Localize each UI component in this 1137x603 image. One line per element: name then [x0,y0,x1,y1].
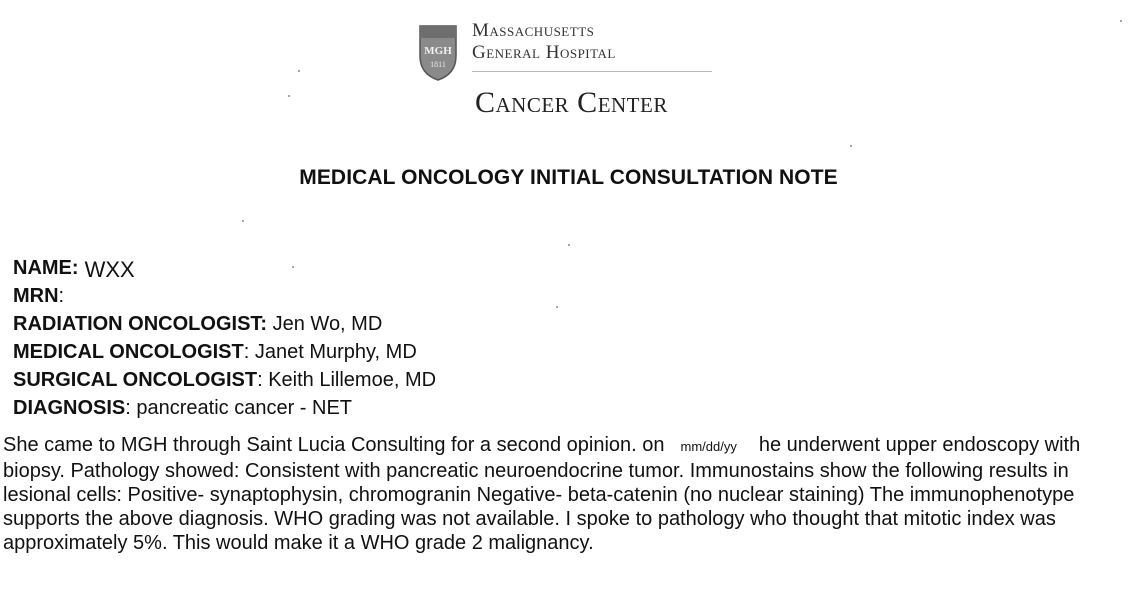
scan-speck [568,244,570,246]
surgical-oncologist-value: : Keith Lillemoe, MD [257,369,437,391]
medical-oncologist-value: : Janet Murphy, MD [243,341,417,363]
mrn-field: MRN: [13,285,65,307]
narrative-body: he underwent upper endoscopy with biopsy. Pathology showed: Consistent with pancreatic neuroendocrine tumor. Immunostains show the following results in lesional cells: Positive- synaptophysin, chromogranin Negative- beta-catenin (no nuclear staining) The immunophenotype supports the above diagnosis. WHO grading was not available. I spoke to pathology who thought that mitotic index was approximately 5%. This would make it a WHO grade 2 malignancy. [3,434,1081,554]
institution-line-1: Massachusetts [472,20,595,41]
mrn-label: MRN [13,285,59,307]
svg-text:1811: 1811 [430,60,446,69]
narrative-intro: She came to MGH through Saint Lucia Consulting for a second opinion. on [3,434,665,456]
radiation-oncologist-value: Jen Wo, MD [267,313,383,335]
surgical-oncologist-field [13,366,436,394]
scan-speck [242,220,244,222]
cancer-center-name: Cancer Center [475,86,668,119]
mgh-shield-logo [418,22,458,82]
radiation-oncologist-field [13,310,436,338]
name-label: NAME [13,257,72,279]
letterhead-divider [472,71,712,72]
diagnosis-field [13,394,436,422]
document-title: MEDICAL ONCOLOGY INITIAL CONSULTATION NOTE [299,166,838,189]
letterhead [418,18,738,128]
date-placeholder: mm/dd/yy [680,439,737,454]
patient-info-fields [13,253,436,422]
scan-speck [556,306,558,308]
medical-oncologist-field [13,338,436,366]
surgical-oncologist-label: SURGICAL ONCOLOGIST [13,369,258,391]
name-value: WXX [84,257,135,282]
diagnosis-label: DIAGNOSIS [13,397,126,419]
consultation-narrative [3,433,1133,555]
institution-line-2: General Hospital [472,42,616,63]
scan-speck [292,266,294,268]
scan-speck [850,145,852,147]
scan-speck [1120,20,1122,22]
scan-speck [288,95,290,97]
medical-oncologist-label: MEDICAL ONCOLOGIST [13,341,244,363]
institution-name [472,20,616,64]
svg-text:MGH: MGH [424,45,452,57]
name-field: NAME: WXX [13,257,135,282]
radiation-oncologist-label: RADIATION ONCOLOGIST: [13,313,268,335]
diagnosis-value: : pancreatic cancer - NET [125,397,352,419]
scan-speck [298,70,300,72]
